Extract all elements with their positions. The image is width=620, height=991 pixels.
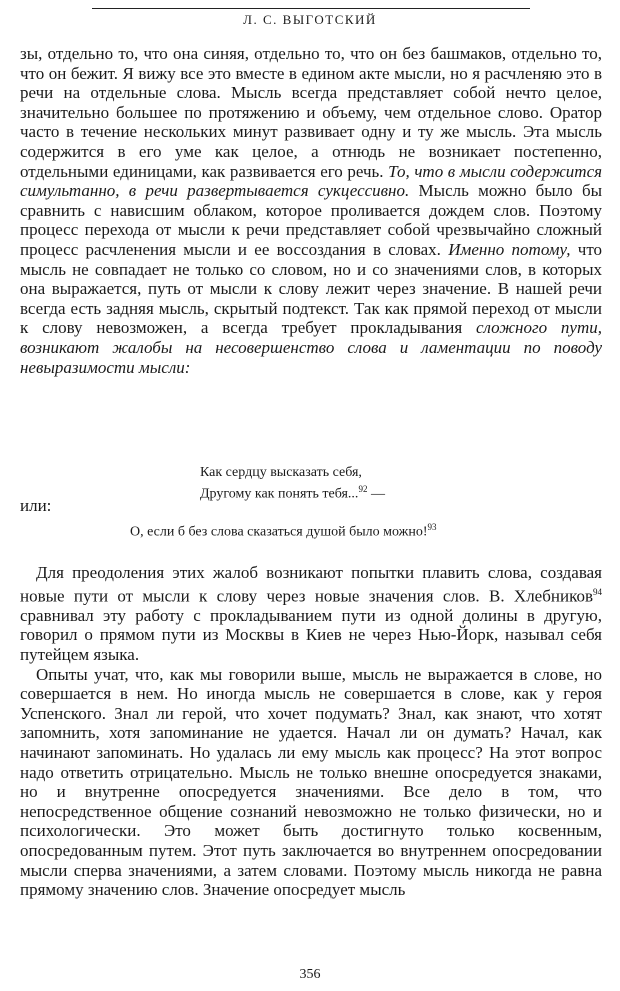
verse-quote-1 <box>200 464 385 503</box>
page-number: 356 <box>299 967 321 982</box>
verse-dash: — <box>367 486 385 502</box>
verse-line-2-text: Другому как понять тебя... <box>200 486 359 502</box>
running-header: Л. С. ВЫГОТСКИЙ <box>243 12 377 27</box>
paragraph-2 <box>20 563 602 900</box>
paragraph-2-text <box>20 563 602 665</box>
para1-text-c: что мысль не совпадает не только со словом, но и со значениями слов, в которых она выражается, путь от мысли к слову лежит через значение. В нашей речи всегда есть задняя мысль, скрытый подтекст. Так как прямой переход от мысли к слову невозможен, а всегда требует прокладывания <box>20 239 603 338</box>
footnote-ref-92: 92 <box>358 484 368 494</box>
verse-line-1: Как сердцу высказать себя, <box>200 465 362 480</box>
header-rule <box>92 8 530 9</box>
verse-line-2 <box>200 481 385 503</box>
footnote-ref-93: 93 <box>427 522 437 532</box>
para1-italic-2: Именно потому, <box>448 239 571 259</box>
connector-word: или: <box>20 496 52 515</box>
footnote-ref-94: 94 <box>593 586 602 597</box>
verse-quote-2 <box>130 522 437 541</box>
para1-italic-1: То, что в мысли содержится симультанно, в речи развертывается сукцессивно. <box>20 161 603 201</box>
para1-text-a: зы, отдельно то, что она синяя, отдельно то, что он без башмаков, отдельно то, что он бежит. Я вижу все это вместе в едином акте мысли, но я расчленяю это в речи на отдельные слова. Мысль всегда представляет собой нечто целое, значительно большее по протяжению и объему, чем отдельное слово. Оратор часто в течение нескольких минут развивает одну и ту же мысль. Эта мысль содержится в его уме как целое, а отнюдь не возникает постепенно, отдельными единицами, как развивается его речь. <box>20 44 602 181</box>
paragraph-3-text: Опыты учат, что, как мы говорили выше, мысль не выражается в слове, но совершается в нем. Но иногда мысль не совершается в слове, как у героя Успенского. Знал ли герой, что хочет подумать? Знал, как знают, что хотят запомнить, хотя запоминание не удается. Начал ли он думать? Начал, как начинают запоминать. Но удалась ли ему мысль как процесс? На этот вопрос надо ответить отрицательно. Мысль не только внешне опосредуется знаками, но и внутренне опосредуется значениями. Все дело в том, что непосредственное общение сознаний невозможно не только физически, но и психологически. Это может быть достигнуто только косвенным, опосредованным путем. Этот путь заключается во внутреннем опосредовании мысли сперва значениями, а затем словами. Поэтому мысль никогда не равна прямому значению слов. Значение опосредует мысль <box>20 664 602 900</box>
para2-text-b: сравнивал эту работу с прокладыванием пути из одной долины в другую, говорил о прямом пути из Москвы в Киев не через Нью-Йорк, называл себя путейцем языка. <box>20 605 602 665</box>
verse-2-text: О, если б без слова сказаться душой было можно! <box>130 524 428 540</box>
para1-italic-3: сложного пути, возникают жалобы на несовершенство слова и ламентации по поводу невыразимости мысли: <box>20 318 602 377</box>
paragraph-1 <box>20 44 602 377</box>
para1-text-b: Мысль можно было бы сравнить с нависшим облаком, которое проливается дождем слов. Поэтому процесс перехода от мысли к речи представляет собой чрезвычайно сложный процесс расчленения мысли и ее воссоздания в словах. <box>20 181 603 259</box>
para2-text-a: Для преодоления этих жалоб возникают попытки плавить слова, создавая новые пути от мысли к слову через новые значения слов. В. Хлебников <box>20 563 602 606</box>
paragraph-1-text <box>20 44 602 377</box>
